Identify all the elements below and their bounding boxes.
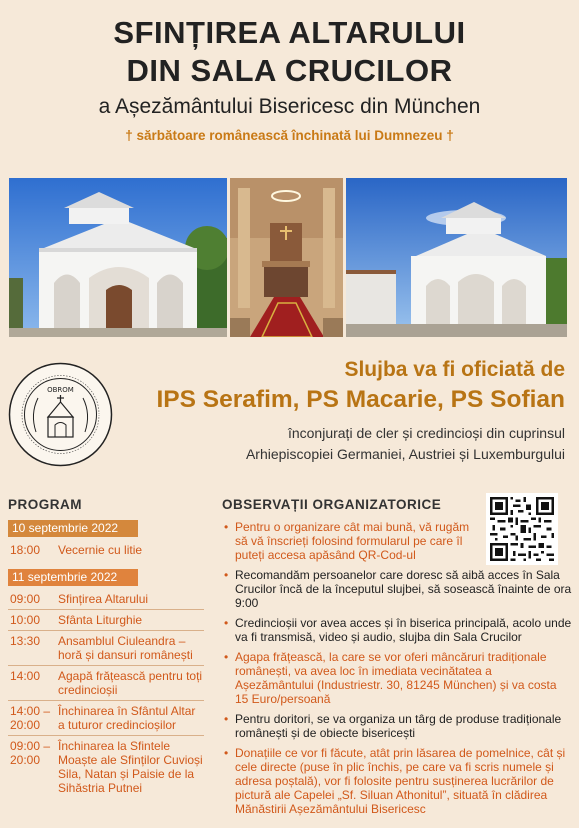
poster-header	[0, 0, 579, 143]
program-time: 14:00 – 20:00	[10, 704, 51, 732]
officiated-by-heading: Slujba va fi oficiată de	[344, 358, 565, 381]
seal-text: OBROM	[47, 386, 74, 394]
church-photo-right	[346, 178, 567, 337]
observation-item: • Pentru o organizare cât mai bună, vă rugăm să vă înscrieți folosind formularul pe care îl puteți accesa apăsând QR-Cod-ul	[222, 520, 472, 562]
officiants-note-line1: înconjurați de cler și credincioși din cuprinsul	[287, 425, 565, 441]
program-row	[8, 736, 204, 798]
observations-title: OBSERVAȚII ORGANIZATORICE	[222, 497, 442, 512]
program-time: 13:30	[10, 634, 41, 648]
program-desc: Sfințirea Altarului	[58, 592, 149, 606]
officiants-section	[0, 354, 579, 472]
church-photo-left	[9, 178, 227, 337]
observation-item: • Agapa frățească, la care se vor oferi mâncăruri tradiționale românești, va avea loc în imediata vecinătatea a Așezământului (Industriestr. 30, 81245 München) și va costa 15 Euro/persoană	[222, 650, 572, 706]
program-time: 09:00 – 20:00	[10, 739, 51, 767]
observation-item: • Recomandăm persoanelor care doresc să aibă acces în Sala Crucilor încă de la începutul slujbei, să sosească înainte de ora 9:00	[222, 568, 572, 610]
program-row	[8, 666, 204, 701]
metropolis-seal-logo	[8, 362, 113, 467]
date-badge-day1: 10 septembrie 2022	[8, 520, 138, 537]
program-desc: Vecernie cu litie	[58, 543, 143, 557]
program-title: PROGRAM	[8, 497, 82, 512]
observation-item: • Donațiile ce vor fi făcute, atât prin lăsarea de pomelnice, cât și cele directe (puse în plic închis, pe care va fi scris numele și adresa poștală), vor fi folosite pentru susținerea lucrărilor de pictură ale Capelei „Sf. Siluan Athonitul”, situată în clădirea Mănăstirii Așezământului Bisericesc	[222, 746, 572, 816]
program-desc: Ansamblul Ciuleandra – horă și dansuri românești	[58, 634, 193, 662]
program-row	[8, 589, 204, 610]
program-time: 10:00	[10, 613, 41, 627]
date-badge-day2: 11 septembrie 2022	[8, 569, 138, 586]
tagline: † sărbătoare românească închinată lui Dumnezeu †	[125, 128, 454, 143]
observation-item: • Credincioșii vor avea acces și în biserica principală, acolo unde va fi transmisă, video și audio, slujba din Sala Crucilor	[222, 616, 572, 644]
observation-item: • Pentru doritori, se va organiza un târg de produse tradiționale românești și de obiecte bisericești	[222, 712, 572, 740]
subtitle: a Așezământului Bisericesc din München	[98, 95, 481, 118]
program-row	[8, 631, 204, 666]
program-desc: Închinarea la Sfintele Moaște ale Sfinților Cuvioși Sila, Natan și Paisie de la Sihăstria Putnei	[58, 739, 203, 795]
program-desc: Agapă frățească pentru toți credincioșii	[58, 669, 203, 697]
registration-qr-code[interactable]	[486, 493, 558, 565]
program-desc: Închinarea în Sfântul Altar a tuturor credincioșilor	[58, 704, 196, 732]
program-row	[8, 701, 204, 736]
officiants-note	[246, 423, 565, 465]
program-time: 14:00	[10, 669, 41, 683]
program-time: 18:00	[10, 543, 41, 557]
officiant-names: IPS Serafim, PS Macarie, PS Sofian	[156, 386, 565, 413]
program-time: 09:00	[10, 592, 41, 606]
officiants-note-line2: Arhiepiscopiei Germaniei, Austriei și Luxemburgului	[245, 446, 565, 462]
altar-interior-photo	[230, 178, 343, 337]
program-row	[8, 540, 204, 560]
program-row	[8, 610, 204, 631]
title-line-1: SFINȚIREA ALTARULUI	[113, 15, 466, 50]
photo-strip	[9, 178, 567, 337]
program-section	[8, 497, 204, 798]
program-desc: Sfânta Liturghie	[58, 613, 143, 627]
title-line-2: DIN SALA CRUCILOR	[126, 53, 453, 88]
